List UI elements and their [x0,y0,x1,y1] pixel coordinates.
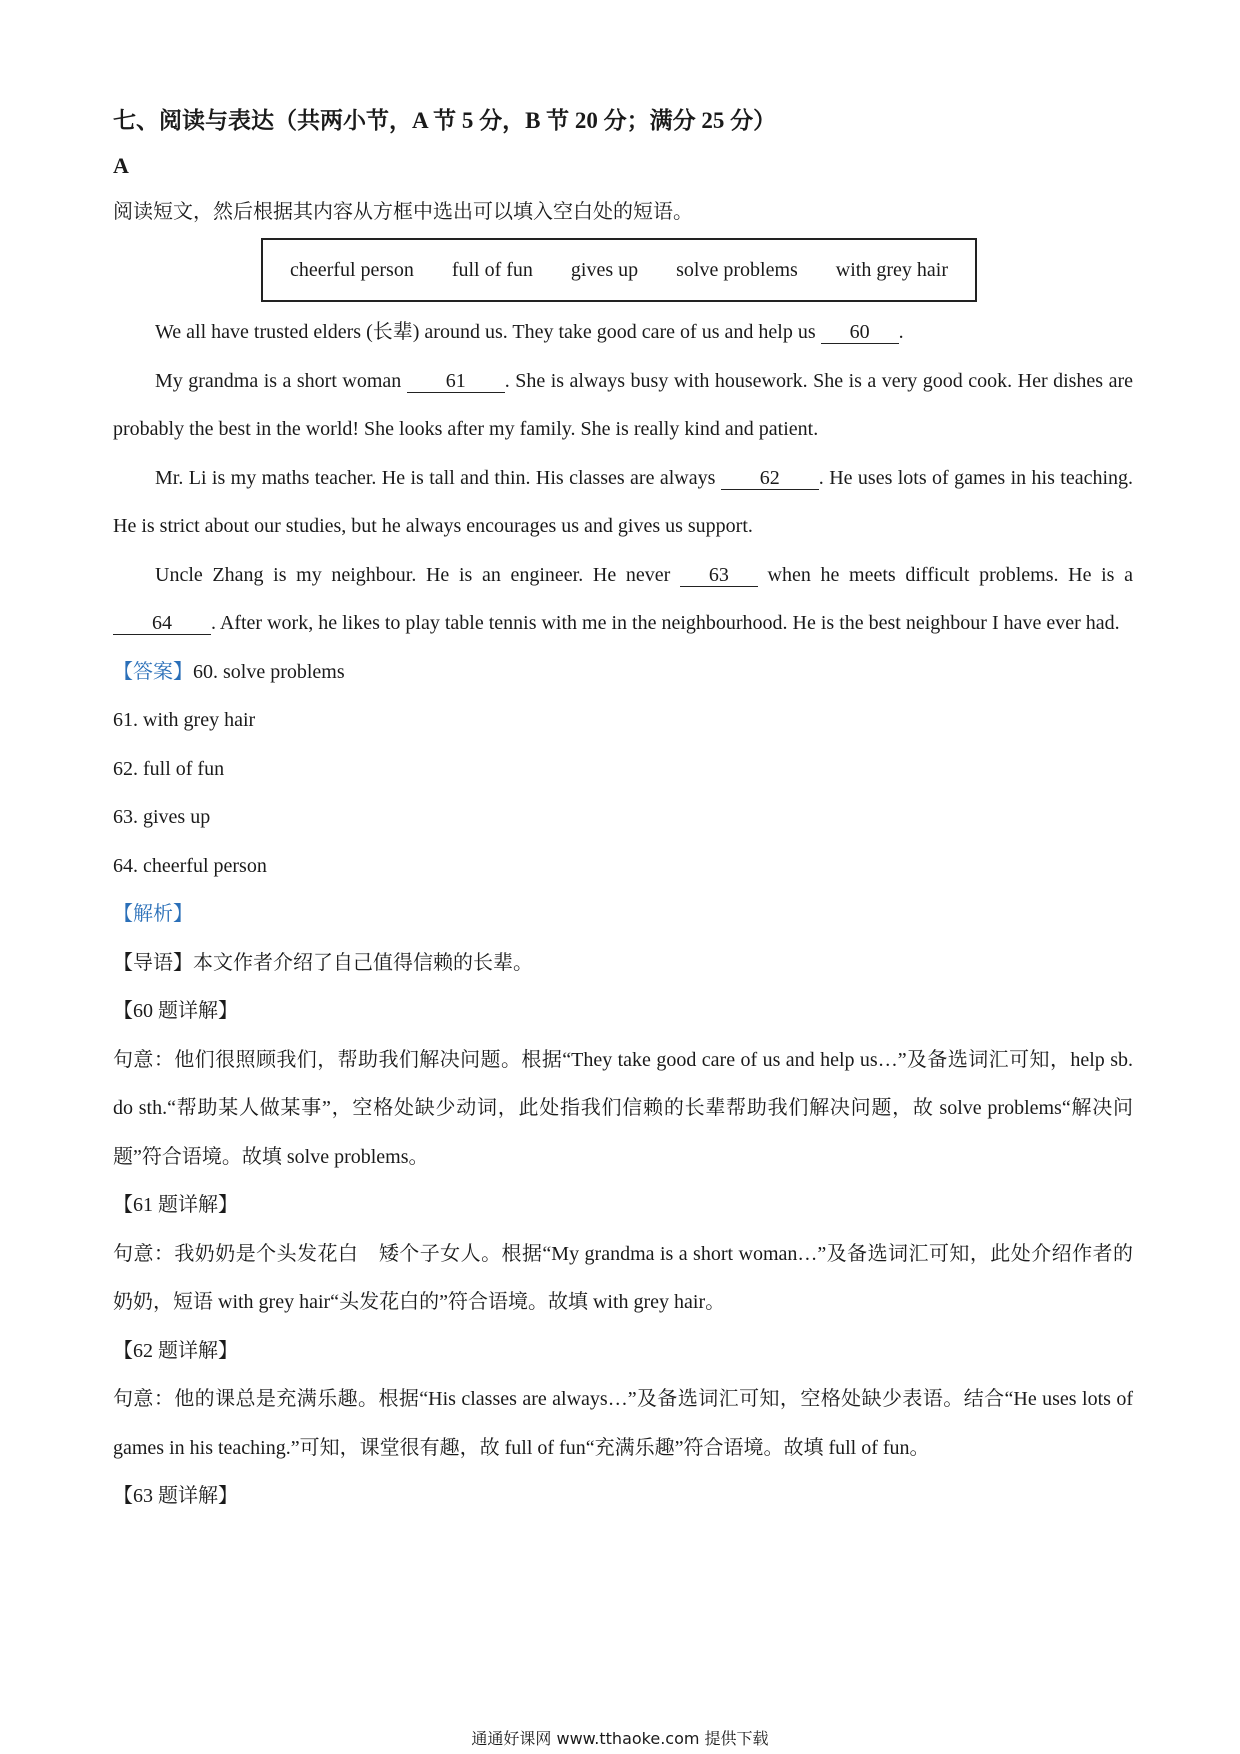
analysis-tag: 【解析】 [113,903,193,925]
paragraph-text: . After work, he likes to play table tennis with me in the neighbourhood. He is the best neighbour I have ever had. [211,612,1120,634]
paragraph-text: . [898,321,904,343]
blank-63: 63 [680,564,758,587]
detail-60: 句意：他们很照顾我们，帮助我们解决问题。根据“They take good care of us and help us…”及备选词汇可知，help sb. do sth.“帮助某人做某事”，空格处缺少动词，此处指我们信赖的长辈帮助我们解决问题，故 solve problems“解决问题”符合语境。故填 solve problems。 [113,1048,1133,1168]
blank-64: 64 [113,612,211,635]
answer-61: 61. with grey hair [113,709,256,731]
detail-61: 句意：我奶奶是个头发花白 矮个子女人。根据“My grandma is a short woman…”及备选词汇可知，此处介绍作者的奶奶，短语 with grey hair“头发花白的”符合语境。故填 with grey hair。 [113,1242,1133,1313]
blank-61: 61 [407,370,505,393]
answer-line [113,648,1133,697]
answer-tag: 【答案】 [113,660,193,683]
paragraph-text: . He uses lots of games in his teaching. He is strict about our studies, but he always encourages us and gives us support. [113,466,1134,537]
blank-62: 62 [721,467,819,490]
heading-62: 【62 题详解】 [113,1339,238,1362]
heading-63: 【63 题详解】 [113,1485,238,1507]
paragraph-text: Mr. Li is my maths teacher. He is tall and thin. His classes are always [155,466,721,489]
detail-62: 句意：他的课总是充满乐趣。根据“His classes are always…”及备选词汇可知，空格处缺少表语。结合“He uses lots of games in his teaching.”可知，课堂很有趣，故 full of fun“充满乐趣”符合语境。故填 full of fun。 [113,1388,1133,1459]
word-option: with grey hair [835,258,948,281]
word-option: cheerful person [290,258,414,281]
part-label: A [113,153,129,178]
document-page [113,100,1133,1521]
paragraph-text: . She is always busy with housework. She is a very good cook. Her dishes are probably the best in the world! She looks after my family. She is really kind and patient. [113,369,1133,440]
word-box [261,238,977,302]
passage-paragraph-2 [113,357,1133,454]
passage-paragraph-4 [113,551,1133,648]
analysis-intro: 【导语】本文作者介绍了自己值得信赖的长辈。 [113,951,533,974]
answer-62: 62. full of fun [113,757,225,780]
word-option: gives up [570,258,639,281]
footer-watermark: 通通好课网 www.tthaoke.com 提供下载 [471,1729,769,1748]
word-option: full of fun [451,258,533,281]
section-title: 七、阅读与表达（共两小节，A 节 5 分，B 节 20 分；满分 25 分） [113,108,777,133]
paragraph-text: My grandma is a short woman [155,369,407,392]
heading-61: 【61 题详解】 [113,1194,238,1216]
passage-paragraph-1 [113,308,1133,357]
heading-60: 【60 题详解】 [113,1000,238,1022]
paragraph-text: when he meets difficult problems. He is a [757,563,1133,586]
passage-paragraph-3 [113,454,1133,551]
blank-60: 60 [821,321,899,344]
paragraph-text: Uncle Zhang is my neighbour. He is an engineer. He never [155,563,680,586]
word-option: solve problems [676,258,798,281]
instruction: 阅读短文，然后根据其内容从方框中选出可以填入空白处的短语。 [113,201,693,223]
answer-64: 64. cheerful person [113,854,267,877]
answer-60: 60. solve problems [193,660,345,683]
paragraph-text: We all have trusted elders (长辈) around us. They take good care of us and help us [155,321,821,343]
answer-63: 63. gives up [113,806,211,828]
